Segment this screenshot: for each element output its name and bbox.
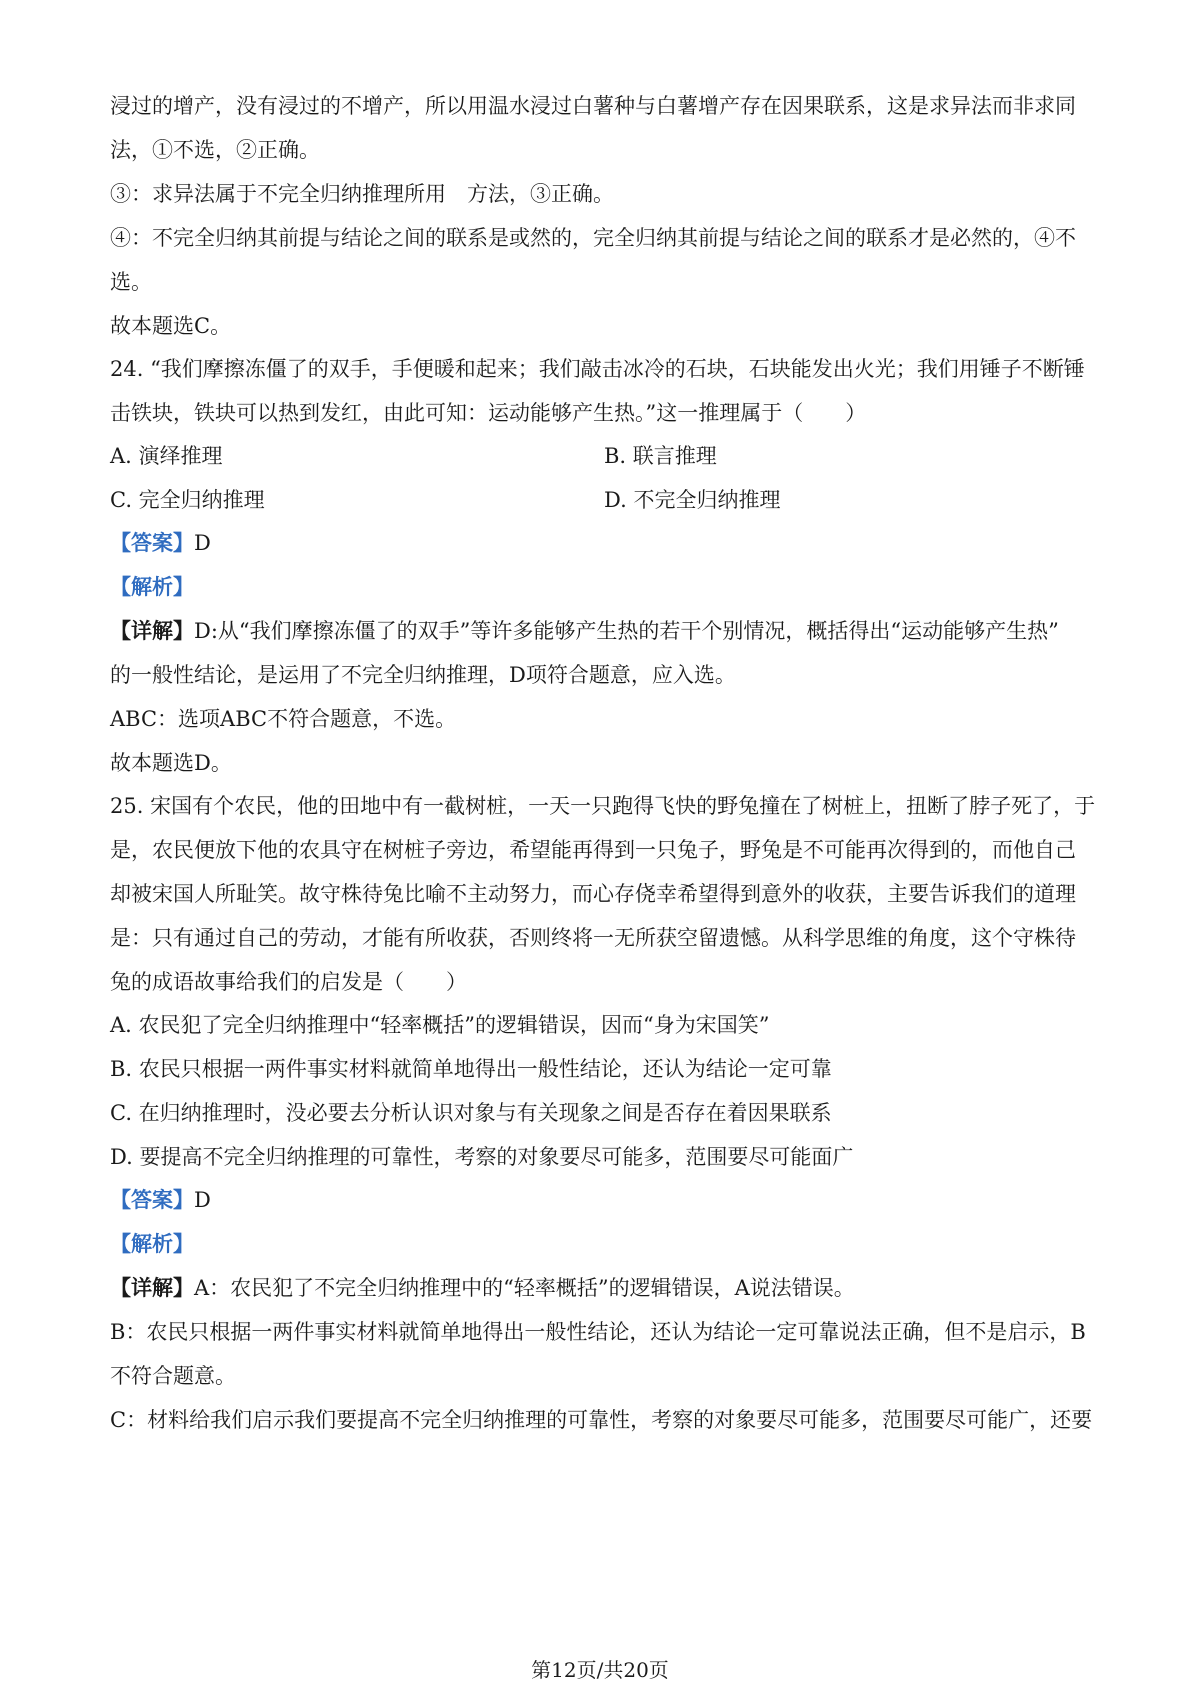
q25-option-b: B. 农民只根据一两件事实材料就简单地得出一般性结论，还认为结论一定可靠	[110, 1057, 832, 1081]
q24-option-b: B. 联言推理	[604, 444, 717, 468]
detail-tag: 【详解】	[110, 1275, 194, 1300]
analysis-tag: 【解析】	[110, 1231, 194, 1256]
question-25-stem: 兔的成语故事给我们的启发是（ ）	[110, 970, 467, 994]
question-25-stem: 25. 宋国有个农民，他的田地中有一截树桩，一天一只跑得飞快的野兔撞在了树桩上，扭断了脖子死了，于	[110, 794, 1096, 818]
paragraph-line: 故本题选C。	[110, 314, 232, 338]
q24-analysis	[110, 572, 1100, 602]
q24-answer	[110, 528, 1100, 558]
q25-detail	[110, 1273, 1100, 1303]
q25-analysis	[110, 1229, 1100, 1259]
q25-option-c: C. 在归纳推理时，没必要去分析认识对象与有关现象之间是否存在着因果联系	[110, 1101, 832, 1125]
q24-option-c: C. 完全归纳推理	[110, 488, 265, 512]
answer-tag: 【答案】	[110, 1187, 194, 1212]
q25-option-a: A. 农民犯了完全归纳推理中“轻率概括”的逻辑错误，因而“身为宋国笑”	[110, 1013, 770, 1037]
q24-detail-line: 的一般性结论，是运用了不完全归纳推理，D项符合题意，应入选。	[110, 663, 736, 687]
q25-option-d: D. 要提高不完全归纳推理的可靠性，考察的对象要尽可能多，范围要尽可能面广	[110, 1145, 854, 1169]
question-25-stem: 却被宋国人所耻笑。故守株待兔比喻不主动努力，而心存侥幸希望得到意外的收获，主要告诉我们的道理	[110, 882, 1076, 906]
answer-value: D	[194, 531, 211, 555]
detail-text: D:从“我们摩擦冻僵了的双手”等许多能够产生热的若干个别情况，概括得出“运动能够产生热”	[194, 619, 1059, 643]
q24-option-d: D. 不完全归纳推理	[604, 488, 781, 512]
paragraph-line: 浸过的增产，没有浸过的不增产，所以用温水浸过白薯种与白薯增产存在因果联系，这是求异法而非求同	[110, 94, 1076, 118]
detail-tag: 【详解】	[110, 618, 194, 643]
analysis-tag: 【解析】	[110, 574, 194, 599]
q25-answer	[110, 1185, 1100, 1215]
question-25-stem: 是：只有通过自己的劳动，才能有所收获，否则终将一无所获空留遗憾。从科学思维的角度，这个守株待	[110, 926, 1076, 950]
q25-detail-line: C：材料给我们启示我们要提高不完全归纳推理的可靠性，考察的对象要尽可能多，范围要尽可能广，还要	[110, 1408, 1093, 1432]
page-footer: 第12页/共20页	[531, 1658, 669, 1682]
question-24-stem: 24. “我们摩擦冻僵了的双手，手便暖和起来；我们敲击冰冷的石块，石块能发出火光；我们用锤子不断锤	[110, 357, 1085, 381]
answer-tag: 【答案】	[110, 530, 194, 555]
q24-option-a: A. 演绎推理	[110, 444, 223, 468]
q25-detail-line: B：农民只根据一两件事实材料就简单地得出一般性结论，还认为结论一定可靠说法正确，但不是启示，B	[110, 1320, 1086, 1344]
paragraph-line: ③：求异法属于不完全归纳推理所用 方法，③正确。	[110, 182, 614, 206]
q25-detail-line: 不符合题意。	[110, 1364, 236, 1388]
paragraph-line: 法，①不选，②正确。	[110, 138, 320, 162]
paragraph-line: 选。	[110, 270, 152, 294]
answer-value: D	[194, 1188, 211, 1212]
question-24-stem: 击铁块，铁块可以热到发红，由此可知：运动能够产生热。”这一推理属于（ ）	[110, 401, 867, 425]
paragraph-line: ④：不完全归纳其前提与结论之间的联系是或然的，完全归纳其前提与结论之间的联系才是必然的，④不	[110, 226, 1076, 250]
question-25-stem: 是，农民便放下他的农具守在树桩子旁边，希望能再得到一只兔子，野兔是不可能再次得到的，而他自己	[110, 838, 1076, 862]
detail-text: A：农民犯了不完全归纳推理中的“轻率概括”的逻辑错误，A说法错误。	[194, 1276, 855, 1300]
q24-detail-line: 故本题选D。	[110, 751, 232, 775]
q24-detail	[110, 616, 1100, 646]
q24-detail-line: ABC：选项ABC不符合题意，不选。	[110, 707, 457, 731]
